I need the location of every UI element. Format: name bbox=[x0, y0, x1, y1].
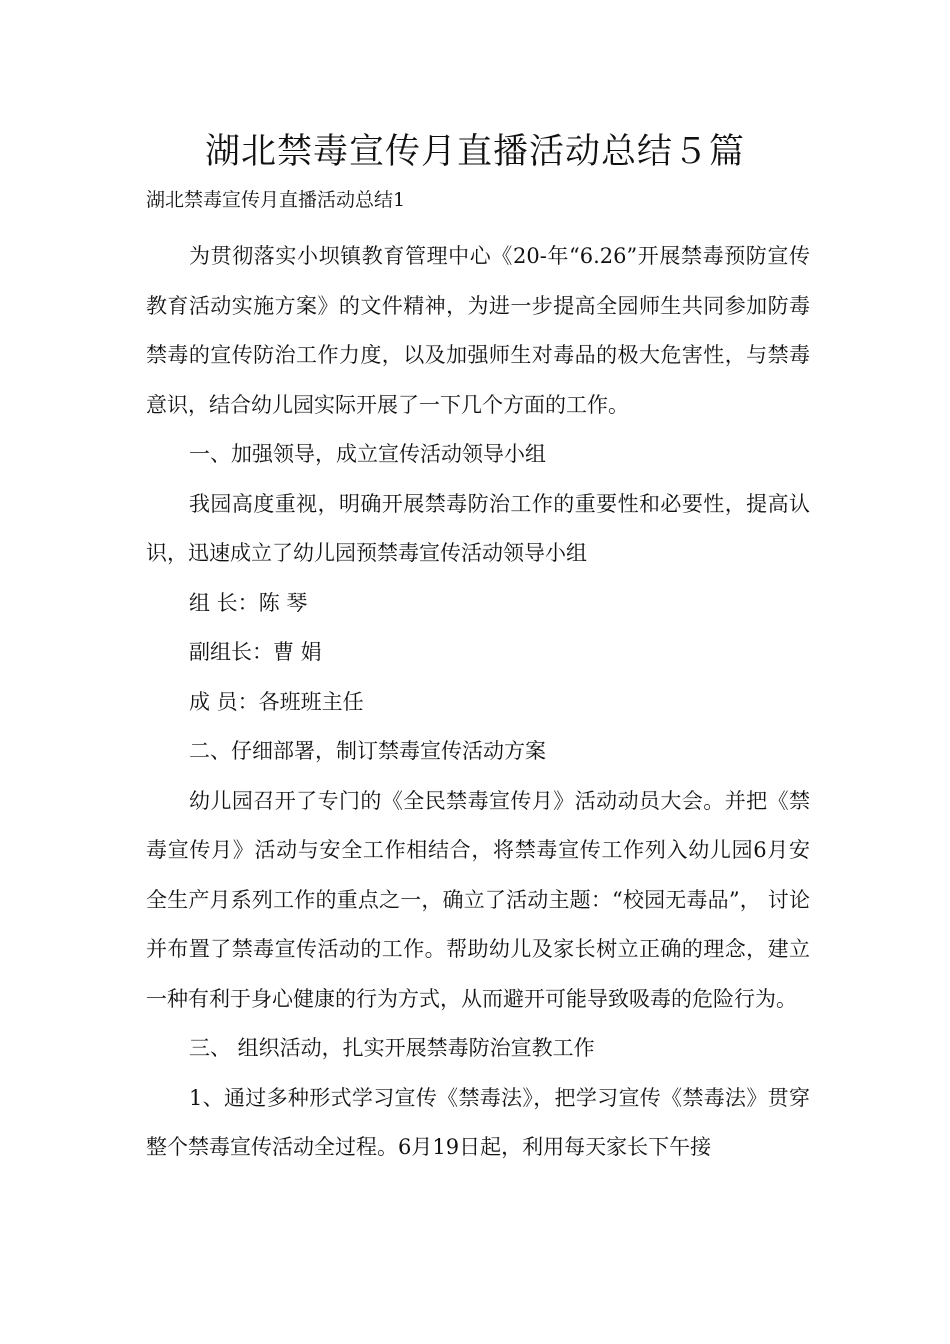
member-leader: 组 长：陈 琴 bbox=[189, 590, 308, 615]
section-heading-3: 三、 组织活动，扎实开展禁毒防治宣教工作 bbox=[189, 1036, 595, 1060]
document-body bbox=[146, 232, 810, 1173]
member-deputy: 副组长：曹 娟 bbox=[189, 640, 322, 664]
paragraph-plan: 幼儿园召开了专门的《全民禁毒宣传月》活动动员大会。并把《禁毒宣传月》活动与安全工作相结合，将禁毒宣传工作列入幼儿园6月安全生产月系列工作的重点之一，确立了活动主题：“校园无毒品”， 讨论并布置了禁毒宣传活动的工作。帮助幼儿及家长树立正确的理念，建立一种有利于身心健康的行为方式，从而避开可能导致吸毒的危险行为。 bbox=[146, 788, 810, 1011]
paragraph-intro: 为贯彻落实小坝镇教育管理中心《20-年“6.26”开展禁毒预防宣传教育活动实施方案》的文件精神，为进一步提高全园师生共同参加防毒禁毒的宣传防治工作力度，以及加强师生对毒品的极大危害性，与禁毒意识，结合幼儿园实际开展了一下几个方面的工作。 bbox=[146, 244, 810, 417]
paragraph-leadership: 我园高度重视，明确开展禁毒防治工作的重要性和必要性，提高认识，迅速成立了幼儿园预禁毒宣传活动领导小组 bbox=[146, 491, 810, 565]
section-heading-1: 一、加强领导，成立宣传活动领导小组 bbox=[189, 442, 546, 466]
member-members: 成 员：各班班主任 bbox=[189, 689, 364, 714]
section-heading-2: 二、仔细部署，制订禁毒宣传活动方案 bbox=[189, 739, 546, 763]
document-title: 湖北禁毒宣传月直播活动总结５篇 bbox=[204, 132, 745, 172]
paragraph-activities: 1、通过多种形式学习宣传《禁毒法》，把学习宣传《禁毒法》贯穿整个禁毒宣传活动全过程。6月19日起，利用每天家长下午接 bbox=[146, 1085, 810, 1159]
document-subtitle: 湖北禁毒宣传月直播活动总结1 bbox=[146, 189, 406, 211]
